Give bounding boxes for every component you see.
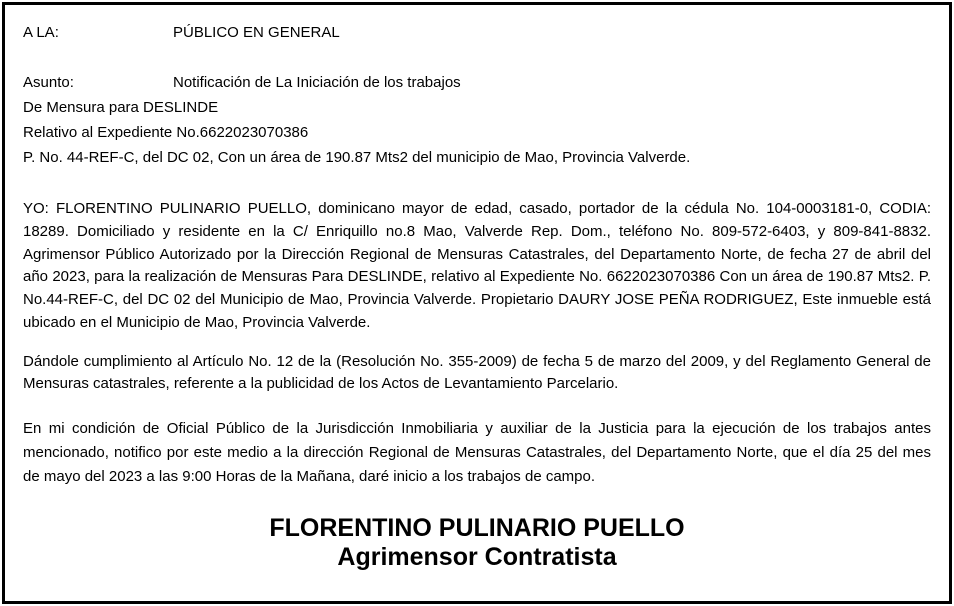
subject-value: Notificación de La Iniciación de los trabajos: [173, 74, 461, 91]
paragraph-declaration: [23, 198, 931, 335]
notice-frame: [2, 2, 952, 604]
to-line: [23, 24, 340, 42]
subject-line-2: De Mensura para DESLINDE: [23, 99, 219, 116]
paragraph-notification: [23, 417, 931, 489]
subject-line-3: Relativo al Expediente No.6622023070386: [23, 124, 309, 141]
subject-label: Asunto:: [23, 74, 74, 91]
paragraph-declaration-text: YO: FLORENTINO PULINARIO PUELLO, dominicano mayor de edad, casado, portador de la cédula No. 104-0003181-0, CODIA: 18289. Domiciliado y residente en la C/ Enriquillo no.8 Mao, Valverde Rep. Dom., teléfono No. 809-572-6403, y 809-841-8832. Agrimensor Público Autorizado por la Dirección Regional de Mensuras Catastrales, del Departamento Norte, de fecha 27 de abril del año 2023, para la realización de Mensuras Para DESLINDE, relativo al Expediente No. 6622023070386 Con un área de 190.87 Mts2. P. No.44-REF-C, del DC 02 del Municipio de Mao, Provincia Valverde. Propietario DAURY JOSE PEÑA RODRIGUEZ, Este inmueble está ubicado en el Municipio de Mao, Provincia Valverde.: [23, 200, 931, 331]
subject-line-4: P. No. 44-REF-C, del DC 02, Con un área de 190.87 Mts2 del municipio de Mao, Provincia Valverde.: [23, 149, 691, 166]
signature-name: FLORENTINO PULINARIO PUELLO: [269, 514, 685, 542]
paragraph-compliance: [23, 351, 931, 395]
subject-line: [23, 74, 461, 92]
paragraph-compliance-text: Dándole cumplimiento al Artículo No. 12 de la (Resolución No. 355-2009) de fecha 5 de marzo del 2009, y del Reglamento General de Mensuras catastrales, referente a la publicidad de los Actos de Levantamiento Parcelario.: [23, 353, 931, 392]
paragraph-notification-text: En mi condición de Oficial Público de la Jurisdicción Inmobiliaria y auxiliar de la Justicia para la ejecución de los trabajos antes mencionado, notifico por este medio a la dirección Regional de Mensuras Catastrales, del Departamento Norte, que el día 25 del mes de mayo del 2023 a las 9:00 Horas de la Mañana, daré inicio a los trabajos de campo.: [23, 420, 931, 485]
signature-title: Agrimensor Contratista: [337, 543, 617, 571]
to-value: PÚBLICO EN GENERAL: [173, 24, 340, 41]
to-label: A LA:: [23, 24, 59, 41]
